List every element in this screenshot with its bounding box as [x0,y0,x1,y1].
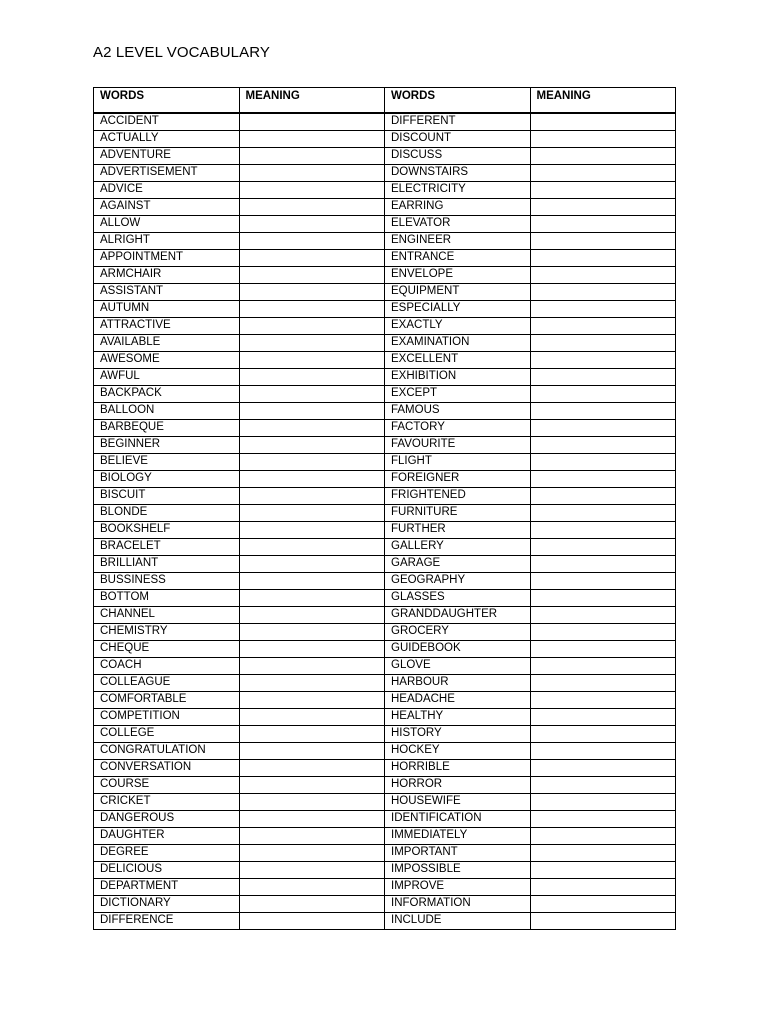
meaning-cell-left[interactable] [239,232,385,249]
meaning-cell-right[interactable] [530,487,676,504]
word-cell-right: FURNITURE [385,504,531,521]
word-cell-right: DOWNSTAIRS [385,164,531,181]
word-cell-left: APPOINTMENT [94,249,240,266]
meaning-cell-left[interactable] [239,878,385,895]
table-row [94,623,676,640]
word-cell-right: DISCUSS [385,147,531,164]
word-cell-left: DEGREE [94,844,240,861]
word-cell-left: BARBEQUE [94,419,240,436]
word-cell-right: FAVOURITE [385,436,531,453]
table-row [94,538,676,555]
meaning-cell-left[interactable] [239,521,385,538]
meaning-cell-right[interactable] [530,742,676,759]
meaning-cell-right[interactable] [530,317,676,334]
meaning-cell-right[interactable] [530,334,676,351]
meaning-cell-right[interactable] [530,708,676,725]
meaning-cell-right[interactable] [530,249,676,266]
meaning-cell-left[interactable] [239,419,385,436]
meaning-cell-right[interactable] [530,538,676,555]
word-cell-right: ENTRANCE [385,249,531,266]
word-cell-left: ADVERTISEMENT [94,164,240,181]
word-cell-left: CONVERSATION [94,759,240,776]
word-cell-right: IDENTIFICATION [385,810,531,827]
table-row [94,810,676,827]
meaning-cell-right[interactable] [530,521,676,538]
word-cell-right: DIFFERENT [385,113,531,131]
word-cell-left: COACH [94,657,240,674]
word-cell-left: DIFFERENCE [94,912,240,929]
table-row [94,181,676,198]
vocabulary-table [93,87,676,930]
meaning-cell-right[interactable] [530,572,676,589]
word-cell-right: IMPROVE [385,878,531,895]
table-row [94,130,676,147]
meaning-cell-right[interactable] [530,266,676,283]
word-cell-left: BUSSINESS [94,572,240,589]
word-cell-right: EXCELLENT [385,351,531,368]
word-cell-left: DELICIOUS [94,861,240,878]
meaning-cell-left[interactable] [239,402,385,419]
word-cell-left: BLONDE [94,504,240,521]
word-cell-right: ELEVATOR [385,215,531,232]
header-words-left: WORDS [94,88,240,113]
meaning-cell-left[interactable] [239,249,385,266]
word-cell-left: DAUGHTER [94,827,240,844]
meaning-cell-left[interactable] [239,708,385,725]
word-cell-right: IMPOSSIBLE [385,861,531,878]
word-cell-left: AWFUL [94,368,240,385]
word-cell-left: DANGEROUS [94,810,240,827]
word-cell-right: HISTORY [385,725,531,742]
meaning-cell-right[interactable] [530,810,676,827]
word-cell-right: EXCEPT [385,385,531,402]
table-row [94,589,676,606]
table-row [94,147,676,164]
table-row [94,249,676,266]
table-row [94,674,676,691]
table-row [94,436,676,453]
header-meaning-right: MEANING [530,88,676,113]
meaning-cell-right[interactable] [530,895,676,912]
meaning-cell-right[interactable] [530,691,676,708]
meaning-cell-right[interactable] [530,912,676,929]
table-row [94,283,676,300]
table-row [94,232,676,249]
word-cell-left: COLLEAGUE [94,674,240,691]
meaning-cell-left[interactable] [239,844,385,861]
meaning-cell-right[interactable] [530,470,676,487]
meaning-cell-left[interactable] [239,334,385,351]
word-cell-right: FAMOUS [385,402,531,419]
meaning-cell-left[interactable] [239,266,385,283]
word-cell-left: ARMCHAIR [94,266,240,283]
word-cell-right: EXAMINATION [385,334,531,351]
word-cell-left: ALLOW [94,215,240,232]
word-cell-right: FACTORY [385,419,531,436]
table-row [94,861,676,878]
table-row [94,759,676,776]
meaning-cell-left[interactable] [239,725,385,742]
table-row [94,385,676,402]
word-cell-left: COMPETITION [94,708,240,725]
meaning-cell-right[interactable] [530,827,676,844]
meaning-cell-right[interactable] [530,402,676,419]
table-row [94,453,676,470]
word-cell-left: CHEQUE [94,640,240,657]
meaning-cell-left[interactable] [239,742,385,759]
meaning-cell-left[interactable] [239,487,385,504]
word-cell-left: DICTIONARY [94,895,240,912]
word-cell-left: CHEMISTRY [94,623,240,640]
table-header-row [94,88,676,113]
table-row [94,657,676,674]
meaning-cell-left[interactable] [239,606,385,623]
meaning-cell-left[interactable] [239,657,385,674]
table-row [94,504,676,521]
word-cell-right: INFORMATION [385,895,531,912]
meaning-cell-left[interactable] [239,215,385,232]
table-row [94,708,676,725]
word-cell-left: COLLEGE [94,725,240,742]
word-cell-left: ADVENTURE [94,147,240,164]
meaning-cell-right[interactable] [530,504,676,521]
word-cell-left: BALLOON [94,402,240,419]
table-row [94,555,676,572]
table-row [94,470,676,487]
meaning-cell-left[interactable] [239,759,385,776]
meaning-cell-right[interactable] [530,113,676,131]
word-cell-right: INCLUDE [385,912,531,929]
table-row [94,164,676,181]
meaning-cell-left[interactable] [239,538,385,555]
word-cell-left: CHANNEL [94,606,240,623]
table-row [94,300,676,317]
word-cell-right: IMPORTANT [385,844,531,861]
meaning-cell-left[interactable] [239,436,385,453]
meaning-cell-right[interactable] [530,368,676,385]
word-cell-right: IMMEDIATELY [385,827,531,844]
meaning-cell-left[interactable] [239,810,385,827]
meaning-cell-right[interactable] [530,181,676,198]
meaning-cell-left[interactable] [239,589,385,606]
meaning-cell-left[interactable] [239,674,385,691]
meaning-cell-right[interactable] [530,283,676,300]
meaning-cell-left[interactable] [239,776,385,793]
meaning-cell-left[interactable] [239,572,385,589]
word-cell-left: DEPARTMENT [94,878,240,895]
table-row [94,844,676,861]
table-row [94,487,676,504]
table-row [94,368,676,385]
meaning-cell-right[interactable] [530,861,676,878]
word-cell-left: ADVICE [94,181,240,198]
word-cell-right: FOREIGNER [385,470,531,487]
meaning-cell-right[interactable] [530,759,676,776]
table-row [94,640,676,657]
meaning-cell-right[interactable] [530,198,676,215]
meaning-cell-left[interactable] [239,113,385,131]
table-row [94,827,676,844]
word-cell-left: BRILLIANT [94,555,240,572]
table-row [94,351,676,368]
word-cell-left: BEGINNER [94,436,240,453]
meaning-cell-right[interactable] [530,844,676,861]
meaning-cell-right[interactable] [530,436,676,453]
word-cell-right: ENGINEER [385,232,531,249]
page-title: A2 LEVEL VOCABULARY [93,44,270,61]
header-words-right: WORDS [385,88,531,113]
table-row [94,776,676,793]
word-cell-left: BRACELET [94,538,240,555]
word-cell-right: ENVELOPE [385,266,531,283]
table-row [94,912,676,929]
word-cell-right: HOUSEWIFE [385,793,531,810]
word-cell-left: BIOLOGY [94,470,240,487]
meaning-cell-left[interactable] [239,555,385,572]
meaning-cell-right[interactable] [530,232,676,249]
meaning-cell-left[interactable] [239,300,385,317]
table-row [94,895,676,912]
word-cell-left: AUTUMN [94,300,240,317]
meaning-cell-right[interactable] [530,147,676,164]
header-meaning-left: MEANING [239,88,385,113]
table-row [94,419,676,436]
meaning-cell-left[interactable] [239,623,385,640]
word-cell-left: COMFORTABLE [94,691,240,708]
meaning-cell-left[interactable] [239,640,385,657]
meaning-cell-left[interactable] [239,470,385,487]
vocabulary-body [94,113,676,930]
meaning-cell-left[interactable] [239,453,385,470]
word-cell-right: GEOGRAPHY [385,572,531,589]
meaning-cell-left[interactable] [239,691,385,708]
meaning-cell-right[interactable] [530,453,676,470]
meaning-cell-right[interactable] [530,555,676,572]
meaning-cell-right[interactable] [530,215,676,232]
word-cell-right: EARRING [385,198,531,215]
word-cell-left: ACTUALLY [94,130,240,147]
table-row [94,606,676,623]
meaning-cell-right[interactable] [530,606,676,623]
meaning-cell-right[interactable] [530,657,676,674]
meaning-cell-right[interactable] [530,164,676,181]
word-cell-right: GRANDDAUGHTER [385,606,531,623]
meaning-cell-right[interactable] [530,623,676,640]
meaning-cell-right[interactable] [530,300,676,317]
word-cell-right: FRIGHTENED [385,487,531,504]
word-cell-left: BOOKSHELF [94,521,240,538]
table-row [94,334,676,351]
table-row [94,402,676,419]
meaning-cell-right[interactable] [530,351,676,368]
word-cell-right: ESPECIALLY [385,300,531,317]
table-row [94,691,676,708]
meaning-cell-right[interactable] [530,776,676,793]
word-cell-left: AWESOME [94,351,240,368]
meaning-cell-left[interactable] [239,317,385,334]
meaning-cell-right[interactable] [530,130,676,147]
word-cell-right: GLOVE [385,657,531,674]
meaning-cell-left[interactable] [239,793,385,810]
word-cell-right: GLASSES [385,589,531,606]
word-cell-right: GROCERY [385,623,531,640]
word-cell-right: HEADACHE [385,691,531,708]
meaning-cell-right[interactable] [530,674,676,691]
meaning-cell-right[interactable] [530,725,676,742]
meaning-cell-left[interactable] [239,504,385,521]
word-cell-right: DISCOUNT [385,130,531,147]
word-cell-right: GARAGE [385,555,531,572]
word-cell-right: FURTHER [385,521,531,538]
meaning-cell-left[interactable] [239,181,385,198]
meaning-cell-left[interactable] [239,147,385,164]
meaning-cell-left[interactable] [239,130,385,147]
meaning-cell-right[interactable] [530,419,676,436]
table-row [94,198,676,215]
word-cell-left: BOTTOM [94,589,240,606]
word-cell-right: EXACTLY [385,317,531,334]
table-row [94,725,676,742]
word-cell-left: BELIEVE [94,453,240,470]
word-cell-right: HARBOUR [385,674,531,691]
table-row [94,793,676,810]
word-cell-right: FLIGHT [385,453,531,470]
table-row [94,317,676,334]
meaning-cell-right[interactable] [530,385,676,402]
meaning-cell-left[interactable] [239,351,385,368]
word-cell-left: AGAINST [94,198,240,215]
meaning-cell-left[interactable] [239,827,385,844]
word-cell-left: ALRIGHT [94,232,240,249]
table-row [94,113,676,131]
word-cell-left: COURSE [94,776,240,793]
word-cell-left: ACCIDENT [94,113,240,131]
word-cell-right: EXHIBITION [385,368,531,385]
word-cell-right: HEALTHY [385,708,531,725]
table-row [94,215,676,232]
meaning-cell-left[interactable] [239,912,385,929]
word-cell-right: HOCKEY [385,742,531,759]
meaning-cell-left[interactable] [239,283,385,300]
word-cell-right: EQUIPMENT [385,283,531,300]
meaning-cell-right[interactable] [530,793,676,810]
word-cell-right: HORROR [385,776,531,793]
meaning-cell-right[interactable] [530,878,676,895]
word-cell-right: GALLERY [385,538,531,555]
word-cell-left: BISCUIT [94,487,240,504]
meaning-cell-left[interactable] [239,164,385,181]
meaning-cell-left[interactable] [239,198,385,215]
meaning-cell-right[interactable] [530,589,676,606]
word-cell-left: BACKPACK [94,385,240,402]
word-cell-right: GUIDEBOOK [385,640,531,657]
word-cell-left: ASSISTANT [94,283,240,300]
word-cell-left: ATTRACTIVE [94,317,240,334]
meaning-cell-left[interactable] [239,385,385,402]
meaning-cell-left[interactable] [239,368,385,385]
word-cell-left: CONGRATULATION [94,742,240,759]
table-row [94,521,676,538]
table-row [94,742,676,759]
meaning-cell-left[interactable] [239,895,385,912]
meaning-cell-right[interactable] [530,640,676,657]
word-cell-right: ELECTRICITY [385,181,531,198]
table-row [94,572,676,589]
word-cell-left: AVAILABLE [94,334,240,351]
word-cell-right: HORRIBLE [385,759,531,776]
word-cell-left: CRICKET [94,793,240,810]
meaning-cell-left[interactable] [239,861,385,878]
table-row [94,266,676,283]
table-row [94,878,676,895]
